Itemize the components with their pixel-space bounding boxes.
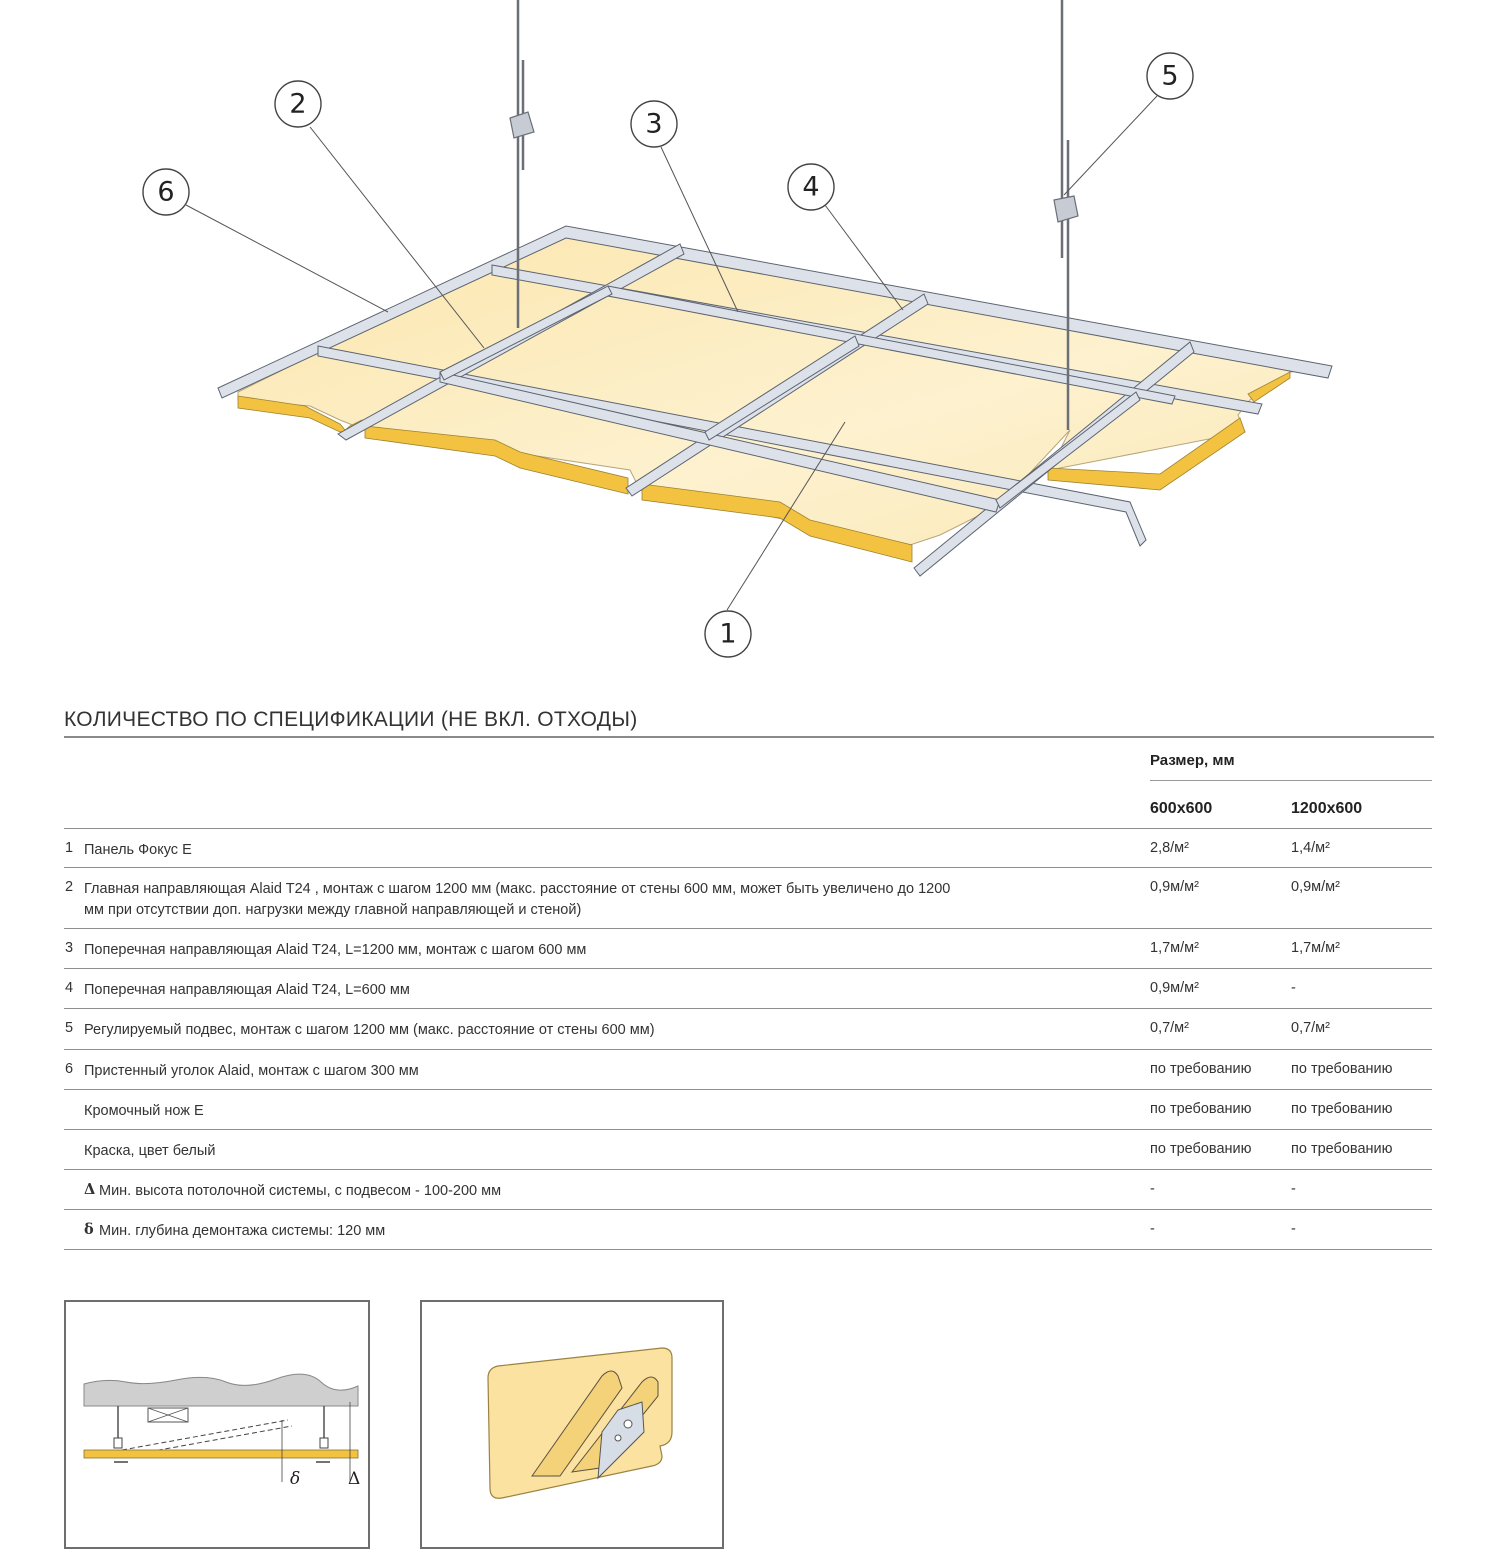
row-description: Краска, цвет белый [84,1143,216,1159]
table-row [64,1169,1432,1209]
row-value-600x600: 0,7/м² [1150,1020,1189,1036]
row-value-600x600: 0,9м/м² [1150,980,1199,996]
row-description: Кромочный нож Е [84,1103,204,1119]
callout-1 [705,611,751,657]
row-number: 5 [65,1020,74,1036]
callout-1-label: 1 [719,618,737,650]
column-header-1200x600: 1200x600 [1291,800,1363,817]
row-value-600x600: 2,8/м² [1150,840,1189,856]
row-number: 6 [65,1061,74,1077]
callout-6 [143,169,189,215]
column-header-600x600: 600x600 [1150,800,1213,817]
edge-knife-box [420,1300,724,1549]
table-row [64,828,1432,867]
row-value-1200x600: 1,4/м² [1291,840,1330,856]
row-value-600x600: - [1150,1221,1155,1237]
edge-knife-drawing [422,1302,722,1547]
row-value-600x600: по требованию [1150,1141,1252,1157]
row-value-1200x600: по требованию [1291,1061,1393,1077]
callout-3 [631,101,677,147]
delta-symbol: Δ [84,1181,96,1198]
callout-4-label: 4 [802,171,820,203]
row-description: Мин. глубина демонтажа системы: 120 мм [99,1223,386,1239]
row-description: Поперечная направляющая Alaid T24, L=600 мм [84,982,410,998]
delta-big-label: Δ [348,1469,361,1489]
table-row [64,1089,1432,1129]
row-description: Пристенный уголок Alaid, монтаж с шагом 300 мм [84,1063,419,1079]
ceiling-system-diagram [0,0,1500,680]
table-row [64,968,1432,1008]
row-value-600x600: по требованию [1150,1061,1252,1077]
row-value-1200x600: 0,7/м² [1291,1020,1330,1036]
row-value-1200x600: 1,7м/м² [1291,940,1340,956]
spec-title: КОЛИЧЕСТВО ПО СПЕЦИФИКАЦИИ (НЕ ВКЛ. ОТХОДЫ) [64,708,638,731]
callout-2-label: 2 [289,88,307,120]
row-value-1200x600: - [1291,1181,1296,1197]
row-description: Главная направляющая Alaid T24 , монтаж с шагом 1200 мм (макс. расстояние от стены 600 мм, может быть увеличено до 1200 мм при отсутствии доп. нагрузки между главной направляющей и стеной) [84,881,951,918]
row-description: Поперечная направляющая Alaid T24, L=1200 мм, монтаж с шагом 600 мм [84,942,587,958]
row-value-1200x600: 0,9м/м² [1291,879,1340,895]
small-delta-symbol: δ [84,1221,94,1238]
row-value-1200x600: - [1291,980,1296,996]
row-value-600x600: по требованию [1150,1101,1252,1117]
spec-table [64,828,1432,1250]
delta-small-label: δ [290,1469,301,1489]
row-number: 3 [65,940,74,956]
callout-5 [1147,53,1193,99]
table-row [64,1129,1432,1169]
table-row [64,1209,1432,1250]
row-description: Мин. высота потолочной системы, с подвесом - 100-200 мм [99,1183,502,1199]
row-value-600x600: 0,9м/м² [1150,879,1199,895]
row-value-1200x600: - [1291,1221,1296,1237]
size-divider [1150,780,1432,781]
row-number: 2 [65,879,74,895]
title-divider [64,736,1434,738]
callout-2 [275,81,321,127]
row-description: Регулируемый подвес, монтаж с шагом 1200 мм (макс. расстояние от стены 600 мм) [84,1022,655,1038]
size-header: Размер, мм [1150,752,1235,769]
row-description: Панель Фокус Е [84,842,192,858]
table-row [64,1008,1432,1049]
row-value-1200x600: по требованию [1291,1101,1393,1117]
table-row [64,867,1432,928]
callout-6-label: 6 [157,176,175,208]
table-row [64,1049,1432,1089]
row-value-1200x600: по требованию [1291,1141,1393,1157]
section-detail-drawing [66,1302,368,1547]
row-value-600x600: - [1150,1181,1155,1197]
callout-3-label: 3 [645,108,663,140]
section-detail-box [64,1300,370,1549]
callout-4 [788,164,834,210]
row-number: 4 [65,980,74,996]
callout-5-label: 5 [1161,60,1179,92]
row-value-600x600: 1,7м/м² [1150,940,1199,956]
table-row [64,928,1432,968]
row-number: 1 [65,840,74,856]
